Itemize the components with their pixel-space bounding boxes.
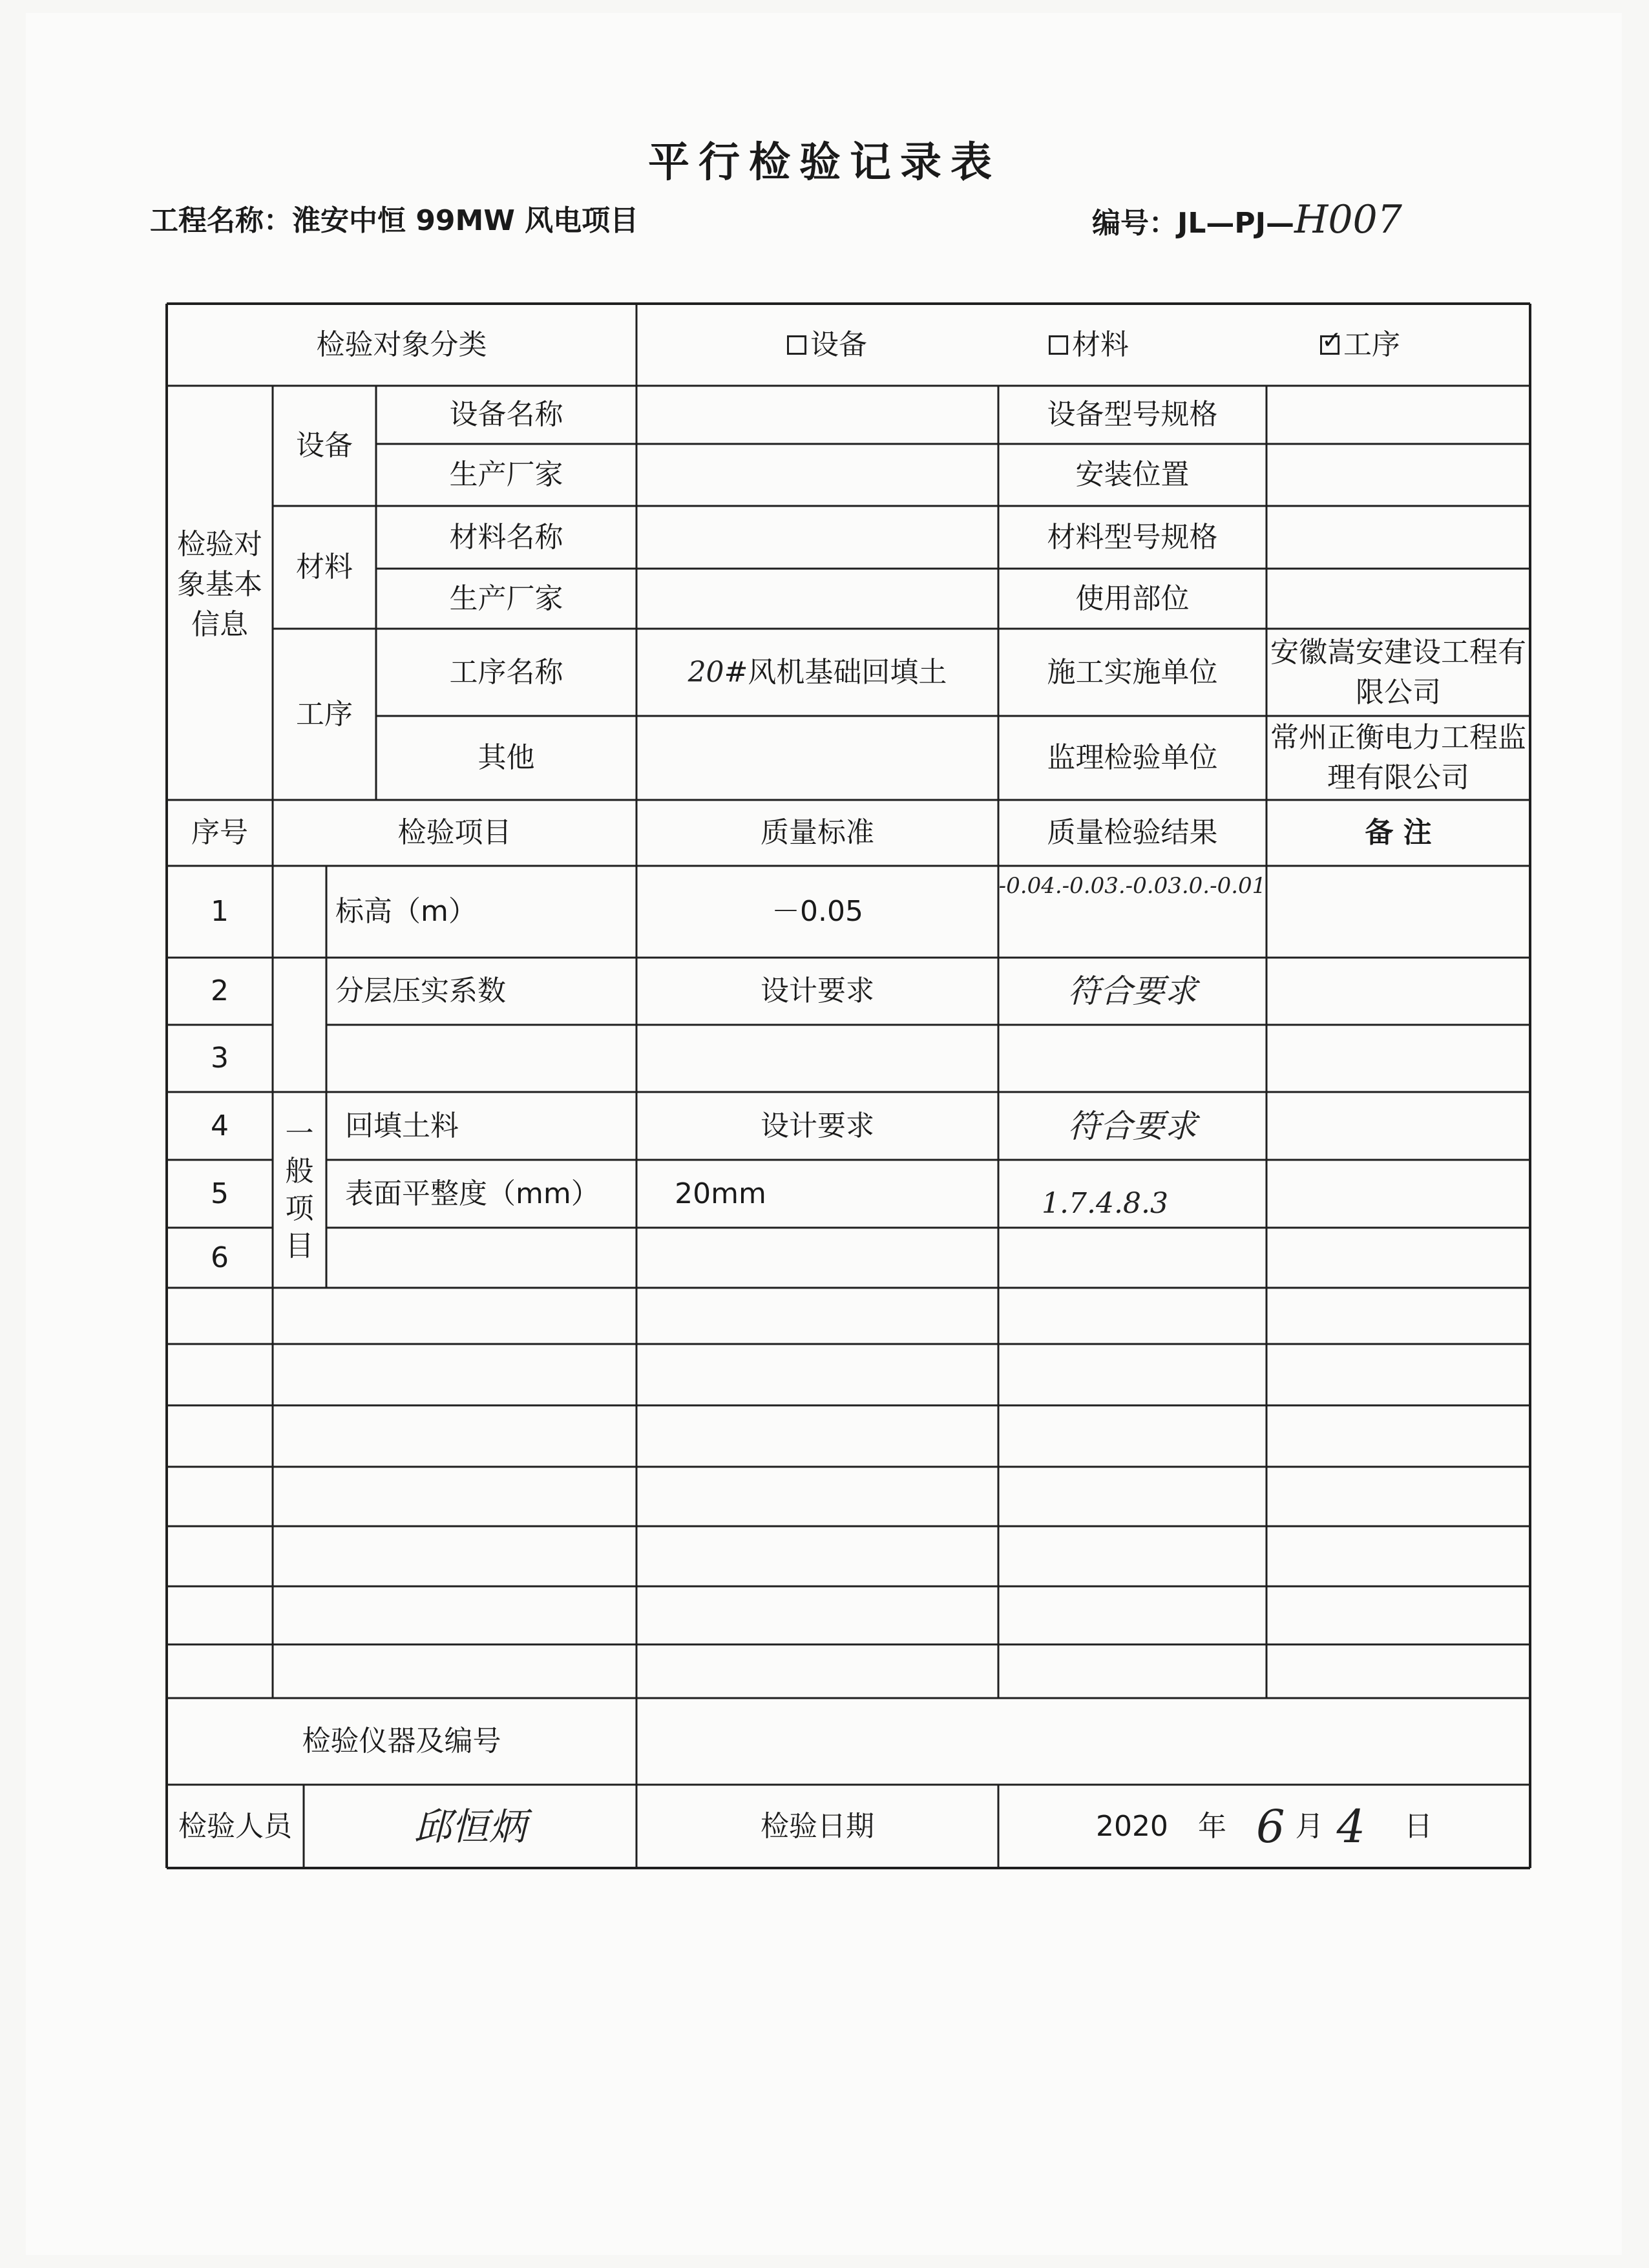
item-seq: 3	[211, 1042, 229, 1075]
item-seq: 4	[211, 1109, 229, 1142]
item-standard: 20mm	[675, 1177, 766, 1210]
material-name-label: 材料名称	[449, 520, 563, 554]
item-seq: 1	[211, 895, 229, 928]
number-label: 编号：JL—PJ—	[1092, 207, 1295, 240]
process-name-label: 工序名称	[449, 655, 563, 689]
item-name: 回填土料	[345, 1109, 459, 1142]
item-result-handwritten: 符合要求	[1067, 1107, 1197, 1145]
material-model-value	[1266, 506, 1530, 569]
items-group-label: 一般项目	[285, 1117, 314, 1263]
inspection-date	[998, 1785, 1530, 1868]
document-number	[1092, 197, 1402, 242]
checkbox-equipment[interactable]	[787, 335, 806, 355]
material-model-label: 材料型号规格	[1047, 520, 1218, 554]
date-year: 2020	[1095, 1809, 1168, 1843]
option-process[interactable]: ✓ 工序	[1283, 304, 1438, 386]
project-name: 淮安中恒 99MW 风电项目	[292, 204, 639, 237]
item-standard: 设计要求	[761, 1109, 874, 1142]
item-standard	[636, 1025, 998, 1092]
supervisor-value: 常州正衡电力工程监理有限公司	[1270, 721, 1526, 794]
equipment-location-value	[1266, 444, 1530, 506]
header-result: 质量检验结果	[1047, 816, 1218, 849]
checkbox-process-checked[interactable]	[1320, 335, 1339, 355]
item-seq: 2	[211, 974, 229, 1007]
option-material[interactable]: 材料	[1011, 304, 1166, 386]
builder-label: 施工实施单位	[1047, 655, 1218, 689]
item-name: 表面平整度（mm）	[345, 1177, 600, 1210]
group-equipment: 设备	[296, 429, 353, 462]
inspector-signature: 邱恒炳	[414, 1804, 527, 1849]
checkbox-material[interactable]	[1049, 335, 1068, 355]
item-result-handwritten: 符合要求	[1067, 972, 1197, 1010]
equipment-name-value	[636, 386, 998, 444]
material-maker-value	[636, 569, 998, 629]
group-process: 工序	[296, 697, 353, 731]
header-note: 备 注	[1365, 816, 1432, 849]
item-seq: 5	[211, 1177, 229, 1210]
category-label: 检验对象分类	[316, 328, 487, 361]
equipment-name-label: 设备名称	[449, 398, 563, 431]
builder-value: 安徽嵩安建设工程有限公司	[1270, 635, 1526, 709]
project-label: 工程名称：	[150, 204, 292, 237]
option-equipment[interactable]: 设备	[750, 304, 905, 386]
date-day-unit: 日	[1404, 1809, 1433, 1843]
item-result-handwritten	[998, 1025, 1266, 1092]
project-line	[150, 197, 638, 238]
material-maker-label: 生产厂家	[449, 582, 563, 615]
instrument-label: 检验仪器及编号	[302, 1725, 501, 1758]
other-label: 其他	[478, 741, 535, 774]
header-seq: 序号	[191, 816, 248, 849]
item-seq: 6	[211, 1241, 229, 1274]
equipment-maker-value	[636, 444, 998, 506]
supervisor-label: 监理检验单位	[1047, 741, 1218, 774]
equipment-model-value	[1266, 386, 1530, 444]
number-handwritten: H007	[1294, 197, 1402, 242]
item-name	[326, 1025, 636, 1092]
inspector-label: 检验人员	[178, 1809, 292, 1843]
basic-info-label: 检验对象基本信息	[177, 528, 262, 641]
document-title: 平行检验记录表	[648, 139, 1001, 187]
item-standard: －0.05	[772, 895, 863, 928]
date-label: 检验日期	[761, 1809, 874, 1843]
process-number-handwritten: 20	[688, 655, 724, 689]
instrument-value	[636, 1698, 1530, 1785]
date-month-unit: 月	[1295, 1809, 1324, 1843]
process-name-value	[636, 629, 998, 716]
item-result-handwritten	[998, 1228, 1266, 1288]
equipment-model-label: 设备型号规格	[1047, 398, 1218, 431]
item-standard: 设计要求	[761, 974, 874, 1007]
equipment-maker-label: 生产厂家	[449, 458, 563, 491]
material-use-value	[1266, 569, 1530, 629]
group-material: 材料	[296, 551, 353, 583]
material-use-label: 使用部位	[1075, 582, 1190, 615]
item-name	[336, 1228, 636, 1288]
date-year-unit: 年	[1197, 1809, 1226, 1843]
item-result-handwritten: -0.04.-0.03.-0.03.0.-0.01	[998, 873, 1266, 899]
process-name-text: #风机基础回填土	[724, 655, 947, 689]
header-standard: 质量标准	[761, 816, 874, 849]
other-value	[636, 716, 998, 800]
equipment-location-label: 安装位置	[1075, 458, 1190, 491]
date-day-handwritten: 4	[1336, 1800, 1366, 1853]
material-name-value	[636, 506, 998, 569]
item-standard	[636, 1228, 998, 1288]
item-name: 分层压实系数	[335, 974, 506, 1007]
item-name: 标高（m）	[335, 895, 477, 928]
date-month-handwritten: 6	[1255, 1800, 1285, 1853]
item-result-handwritten: 1.7.4.8.3	[1042, 1186, 1168, 1220]
header-item: 检验项目	[397, 816, 512, 849]
